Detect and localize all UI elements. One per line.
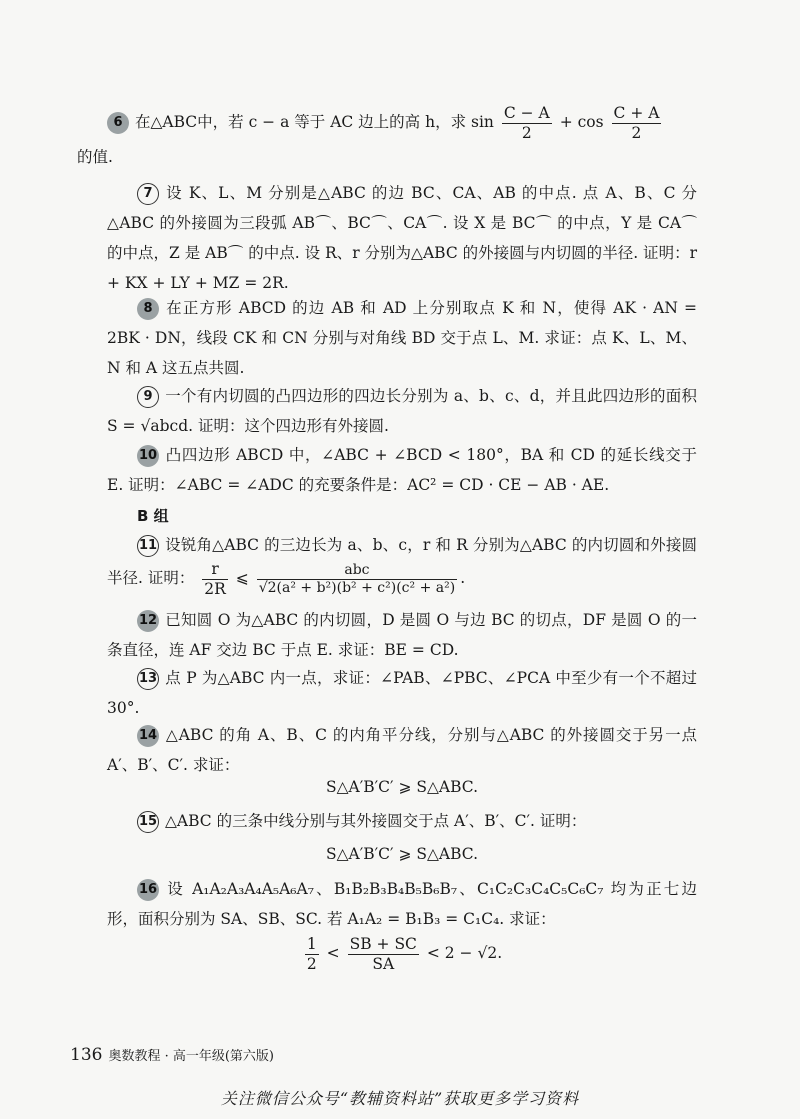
problem-15	[107, 806, 697, 836]
problem-text: 在正方形 ABCD 的边 AB 和 AD 上分别取点 K 和 N，使得 AK · AN = 2BK · DN，线段 CK 和 CN 分别与对角线 BD 交于点 L、M. 求证：点 K、L、M、N 和 A 这五点共圆.	[107, 299, 697, 377]
page-number: 136	[70, 1045, 103, 1065]
less-than: <	[326, 944, 340, 963]
problem-number: 10	[137, 445, 159, 467]
problem-8	[107, 293, 697, 383]
book-title: 奥数教程 · 高一年级(第六版)	[108, 1049, 274, 1064]
problem-text: 在△ABC中，若 c − a 等于 AC 边上的高 h，求 sin	[135, 113, 494, 132]
formula-15: S△A′B′C′ ⩾ S△ABC.	[325, 845, 479, 863]
problem-text: 凸四边形 ABCD 中，∠ABC + ∠BCD < 180°，BA 和 CD 的延长线交于 E. 证明：∠ABC = ∠ADC 的充要条件是：AC² = CD · CE − AB · AE.	[107, 446, 697, 494]
problem-12	[107, 605, 697, 665]
fraction: $\frac{C - A}{2}$	[503, 104, 550, 142]
problem-number: 7	[137, 183, 159, 205]
problem-text: 已知圆 O 为△ABC 的内切圆，D 是圆 O 与边 BC 的切点，DF 是圆 O 的一条直径，连 AF 交边 BC 于点 E. 求证：BE = CD.	[107, 611, 697, 659]
problem-16	[107, 874, 697, 934]
formula-16	[107, 935, 697, 973]
problem-text: 设锐角△ABC 的三边长为 a、b、c，r 和 R 分别为△ABC 的内切圆和外接圆半径. 证明：	[107, 536, 697, 588]
formula-14: S△A′B′C′ ⩾ S△ABC.	[325, 778, 479, 796]
footer	[70, 1045, 274, 1065]
problem-9	[107, 381, 697, 441]
fraction: $\frac{SB + SC}{SA}$	[349, 935, 417, 973]
problem-text: 一个有内切圆的凸四边形的四边长分别为 a、b、c、d，并且此四边形的面积 S =	[107, 387, 697, 435]
problem-number: 13	[137, 668, 159, 690]
problem-7	[107, 178, 697, 298]
problem-number: 6	[107, 112, 129, 134]
problem-11	[107, 530, 697, 598]
problem-13	[107, 663, 697, 723]
problem-number: 11	[137, 535, 159, 557]
problem-text: 设 K、L、M 分别是△ABC 的边 BC、CA、AB 的中点. 点 A、B、C 分△ABC 的外接圆为三段弧 AB⌒、BC⌒、CA⌒. 设 X 是 BC⌒ 的中点，Y 是 CA⌒ 的中点，Z 是 AB⌒ 的中点. 设 R、r 分别为△ABC 的外接圆与内切圆的半径. 证明：r + KX + LY + MZ = 2R.	[107, 184, 697, 292]
problem-text-end: 的值.	[77, 148, 113, 167]
inequality-sign: ⩽	[235, 569, 249, 588]
problem-text: △ABC 的角 A、B、C 的内角平分线，分别与△ABC 的外接圆交于另一点 A′、B′、C′. 求证：	[107, 726, 697, 774]
problem-text-end: . 证明：这个四边形有外接圆.	[188, 417, 389, 435]
watermark: 关注微信公众号“教辅资料站”获取更多学习资料	[220, 1089, 580, 1108]
problem-number: 12	[137, 610, 159, 632]
problem-number: 16	[137, 879, 159, 901]
fraction: $\frac{1}{2}$	[306, 935, 317, 973]
problem-6	[77, 104, 697, 172]
problem-text: △ABC 的三条中线分别与其外接圆交于点 A′、B′、C′. 证明：	[165, 812, 587, 830]
problem-text: 点 P 为△ABC 内一点，求证：∠PAB、∠PBC、∠PCA 中至少有一个不超过 30°.	[107, 669, 697, 717]
problem-number: 14	[137, 725, 159, 747]
problem-number: 8	[137, 298, 159, 320]
period: .	[460, 569, 466, 588]
problem-number: 9	[137, 386, 159, 408]
group-heading: B 组	[137, 507, 169, 525]
problem-10	[107, 440, 697, 500]
fraction: $\frac{\text{abc}}{\text{√2(a² + b²)(b² + c²)(c² + a²)}}$	[258, 561, 456, 596]
root-expression: √abcd	[140, 417, 189, 435]
fraction: $\frac{r}{2R}$	[204, 560, 226, 598]
formula-rest: < 2 − √2.	[426, 944, 503, 963]
cos-term: + cos	[559, 113, 604, 132]
problem-14	[107, 720, 697, 780]
problem-text: 设 A₁A₂A₃A₄A₅A₆A₇、B₁B₂B₃B₄B₅B₆B₇、C₁C₂C₃C₄C₅C₆C₇ 均为正七边形，面积分别为 SA、SB、SC. 若 A₁A₂ = B₁B₃ = C₁C₄. 求证：	[107, 880, 697, 928]
fraction: $\frac{C + A}{2}$	[613, 104, 660, 142]
problem-number: 15	[137, 811, 159, 833]
